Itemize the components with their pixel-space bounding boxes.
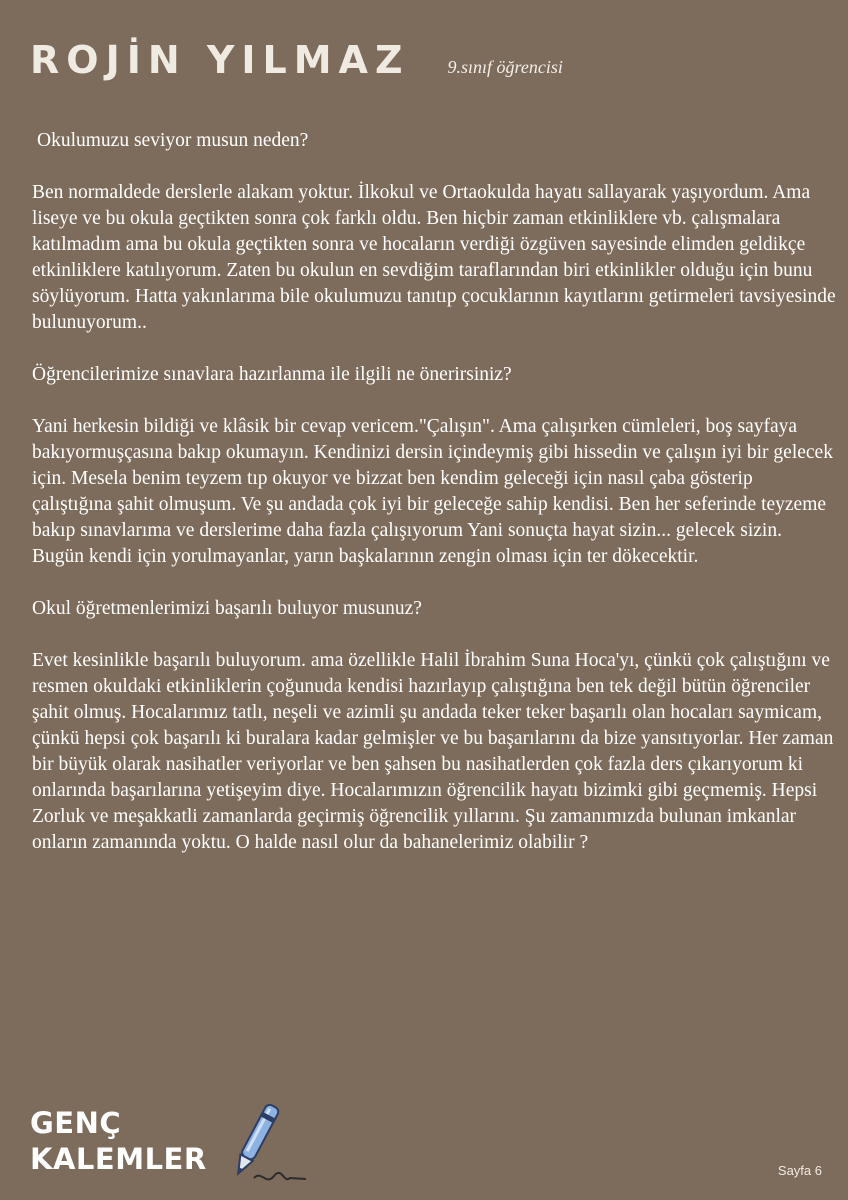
brand-line-2: KALEMLER: [30, 1142, 207, 1176]
question-3: Okul öğretmenlerimizi başarılı buluyor musunuz?: [32, 598, 422, 619]
brand-line-1: GENÇ: [30, 1106, 122, 1140]
answer-2: Yani herkesin bildiği ve klâsik bir cevap vericem."Çalışın". Ama çalışırken cümleleri, boş sayfaya bakıyormuşçasına bakıp okumayın. Kendinizi dersin içindeymiş gibi hissedin ve çalışın iyi bir gelecek için. Mesela benim teyzem tıp okuyor ve bizzat ben kendim geleceği için nasıl çaba gösterip çalıştığına şahit olmuşum. Ve şu andada çok iyi bir geleceğe sahip kendisi. Ben her seferinde teyzeme bakıp sınavlarıma ve derslerime daha fazla çalışıyorum Yani sonuçta hayat sizin... gelecek sizin. Bugün kendi için yorulmayanlar, yarın başkalarının zengin olması için ter dökecektir.: [32, 416, 833, 567]
interview-content: [32, 128, 837, 882]
page-number: Sayfa 6: [777, 1163, 822, 1178]
question-1: Okulumuzu seviyor musun neden?: [37, 130, 309, 151]
author-name: ROJİN YILMAZ: [30, 38, 410, 82]
header: [30, 38, 563, 82]
question-2: Öğrencilerimize sınavlara hazırlanma ile ilgili ne önerirsiniz?: [32, 364, 512, 385]
answer-3: Evet kesinlikle başarılı buluyorum. ama özellikle Halil İbrahim Suna Hoca'yı, çünkü çok çalıştığını ve resmen okuldaki etkinliklerin çoğunuda kendisi hazırlayıp çalıştığına ben tek değil bütün öğrenciler şahit olmuş. Hocalarımız tatlı, neşeli ve azimli şu andada teker teker başarılı olan hocaları saymicam, çünkü hepsi çok başarılı ki buralara kadar gelmişler ve bu başarılarını da bize yansıtıyorlar. Her zaman bir büyük olarak nasihatler veriyorlar ve ben şahsen bu nasihatlerden çok fazla ders çıkarıyorum ki onlarında başarılarına yetişeyim diye. Hocalarımızın öğrencilik hayatı bizimki gibi geçmemiş. Hepsi Zorluk ve meşakkatli zamanlarda geçirmiş öğrencilik yıllarını. Şu zamanımızda bulunan imkanlar onların zamanında yoktu. O halde nasıl olur da bahanelerimiz olabilir ?: [32, 650, 834, 853]
answer-1: Ben normaldede derslerle alakam yoktur. İlkokul ve Ortaokulda hayatı sallayarak yaşıyordum. Ama liseye ve bu okula geçtikten sonra çok farklı oldu. Ben hiçbir zaman etkinliklere vb. çalışmalara katılmadım ama bu okula geçtikten sonra ve hocaların verdiği özgüven sayesinde elimden geldikçe etkinliklere katılıyorum. Zaten bu okulun en sevdiğim taraflarından biri etkinlikler olduğu için bunu söylüyorum. Hatta yakınlarıma bile okulumuzu tanıtıp çocuklarının kayıtlarını getirmeleri tavsiyesinde bulunuyorum..: [32, 182, 836, 333]
pen-icon: [226, 1100, 316, 1190]
author-role: 9.sınıf öğrencisi: [447, 57, 563, 77]
brand-logo: [30, 1105, 207, 1177]
